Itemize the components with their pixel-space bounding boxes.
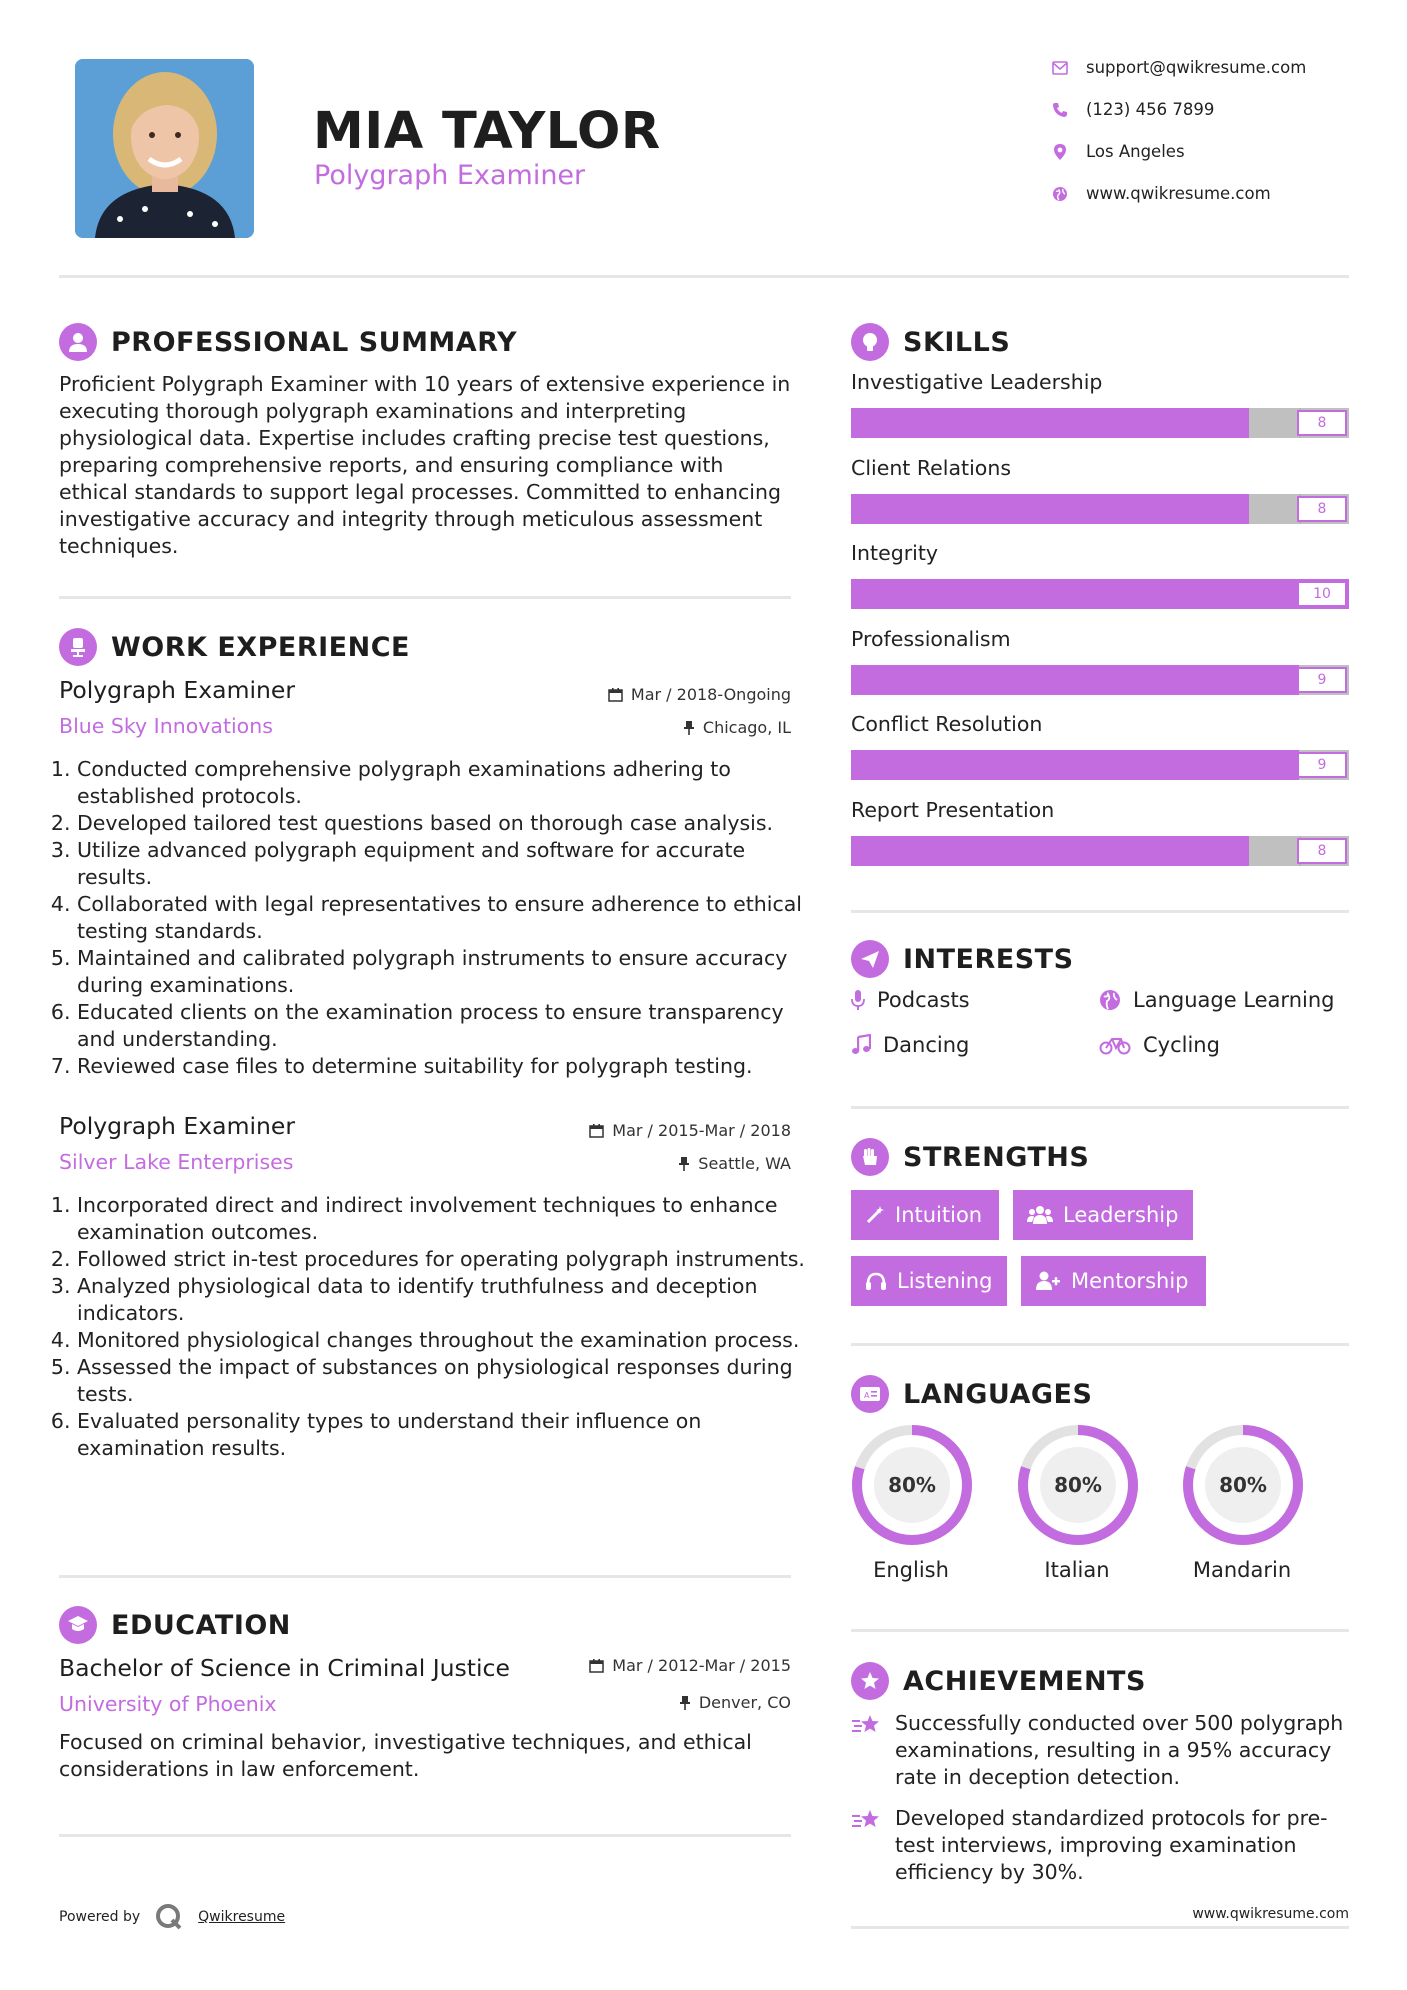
pushpin-icon (678, 1156, 690, 1172)
fist-icon (851, 1138, 889, 1176)
list-item: 2. Followed strict in-test procedures for operating polygraph instruments. (77, 1246, 809, 1273)
summary-divider (59, 596, 791, 599)
skill-score-badge: 9 (1297, 667, 1347, 693)
strengths-divider (851, 1343, 1349, 1346)
strength-listening (851, 1256, 1007, 1306)
candidate-title: Polygraph Examiner (314, 160, 586, 191)
achievements-heading: ACHIEVEMENTS (903, 1665, 1146, 1697)
education-location-text: Denver, CO (698, 1693, 791, 1712)
magic-wand-icon (865, 1205, 885, 1225)
candidate-name: MIA TAYLOR (313, 102, 661, 161)
language-name: English (873, 1558, 949, 1582)
interest-podcasts (851, 988, 970, 1012)
skill-bar-fill (851, 579, 1349, 609)
award-icon (851, 1662, 889, 1700)
skill-score-badge: 8 (1297, 496, 1347, 522)
interest-language-learning (1099, 988, 1334, 1012)
skill-bar-fill (851, 750, 1299, 780)
user-icon (59, 323, 97, 361)
users-icon (1027, 1205, 1053, 1225)
skill-name: Professionalism (851, 626, 1011, 651)
contact-location-text: Los Angeles (1086, 142, 1185, 161)
summary-text: Proficient Polygraph Examiner with 10 years of extensive experience in executing thorough polygraph examinations and interpreting physiological data. Expertise includes crafting precise test questions, preparing comprehensive reports, and ensuring compliance with ethical standards to support legal processes. Committed to enhancing investigative accuracy and integrity through meticulous assessment techniques. (59, 372, 791, 558)
language-percent-label: 80% (1219, 1473, 1267, 1497)
interest-label: Language Learning (1133, 988, 1335, 1012)
language-name: Mandarin (1192, 1558, 1292, 1582)
job-2-location-text: Seattle, WA (698, 1154, 791, 1173)
svg-text:A: A (864, 1391, 870, 1400)
contact-phone[interactable] (1052, 100, 1214, 119)
skill-score-badge: 8 (1297, 410, 1347, 436)
experience-heading: WORK EXPERIENCE (111, 631, 410, 663)
list-item: 5. Assessed the impact of substances on physiological responses during tests. (77, 1354, 809, 1408)
shooting-star-icon (851, 1712, 883, 1738)
interests-section-header (851, 940, 1074, 978)
education-heading: EDUCATION (111, 1609, 291, 1641)
list-item: 5. Maintained and calibrated polygraph instruments to ensure accuracy during examinations. (77, 945, 809, 999)
header-divider (59, 275, 1349, 278)
education-description: Focused on criminal behavior, investigative techniques, and ethical considerations in law enforcement. (59, 1730, 752, 1781)
job-2-responsibilities (59, 1192, 809, 1462)
skill-bar (851, 579, 1349, 609)
job-2-company: Silver Lake Enterprises (59, 1150, 294, 1174)
qwikresume-logo-icon (154, 1902, 184, 1932)
skill-name: Report Presentation (851, 798, 1055, 822)
education-dates (589, 1656, 791, 1675)
list-item: 2. Developed tailored test questions based on thorough case analysis. (77, 810, 809, 837)
skill-bar-fill (851, 408, 1249, 438)
strength-leadership (1013, 1190, 1193, 1240)
list-item: 3. Utilize advanced polygraph equipment and software for accurate results. (77, 837, 809, 891)
music-note-icon (851, 1034, 871, 1056)
language-percent-label: 80% (888, 1473, 936, 1497)
education-section-header (59, 1606, 291, 1644)
job-2-dates (589, 1121, 791, 1140)
interest-cycling (1099, 1033, 1220, 1057)
job-2-title: Polygraph Examiner (59, 1112, 295, 1140)
language-percent-label: 80% (1054, 1473, 1102, 1497)
job-2-location (678, 1154, 791, 1173)
skill-bar (851, 494, 1349, 524)
strengths-heading: STRENGTHS (903, 1141, 1090, 1173)
job-1-location (683, 718, 791, 737)
skill-name: Integrity (851, 541, 938, 566)
envelope-icon (1052, 61, 1068, 75)
job-1-responsibilities (59, 756, 809, 1080)
calendar-icon (589, 1123, 604, 1138)
language-card-icon (851, 1375, 889, 1413)
skill-score-badge: 10 (1297, 581, 1347, 607)
powered-by-text: Powered by (59, 1909, 141, 1925)
job-1-dates (608, 685, 791, 704)
language-ring (851, 1424, 973, 1546)
lightbulb-icon (851, 323, 889, 361)
calendar-icon (608, 687, 623, 702)
skills-divider (851, 910, 1349, 913)
list-item: 3. Analyzed physiological data to identify truthfulness and deception indicators. (77, 1273, 809, 1327)
skill-bar (851, 665, 1349, 695)
list-item: 6. Educated clients on the examination process to ensure transparency and understanding. (77, 999, 809, 1053)
achievements-section-header (851, 1662, 1146, 1700)
skill-score-badge: 9 (1297, 752, 1347, 778)
location-pin-icon (1052, 143, 1068, 161)
interests-heading: INTERESTS (903, 943, 1074, 975)
skill-bar (851, 836, 1349, 866)
skills-heading: SKILLS (903, 326, 1011, 358)
interest-label: Dancing (883, 1033, 970, 1057)
job-1-title: Polygraph Examiner (59, 676, 295, 704)
qwikresume-link[interactable]: Qwikresume (198, 1909, 286, 1925)
skill-bar-fill (851, 665, 1299, 695)
strengths-section-header (851, 1138, 1089, 1176)
job-1-dates-text: Mar / 2018-Ongoing (630, 685, 791, 704)
graduate-icon (59, 1606, 97, 1644)
job-2-dates-text: Mar / 2015-Mar / 2018 (612, 1121, 791, 1140)
education-divider (59, 1834, 791, 1837)
language-ring (1182, 1424, 1304, 1546)
paper-plane-icon (851, 940, 889, 978)
interests-divider (851, 1106, 1349, 1109)
contact-email-text: support@qwikresume.com (1086, 58, 1307, 77)
pushpin-icon (679, 1695, 691, 1711)
skill-bar-fill (851, 494, 1249, 524)
skills-section-header (851, 323, 1010, 361)
list-item: 6. Evaluated personality types to understand their influence on examination results. (77, 1408, 809, 1462)
interest-label: Podcasts (877, 988, 970, 1012)
achievement-text: Developed standardized protocols for pre-test interviews, improving examination efficiency by 30%. (895, 1806, 1328, 1884)
contact-website[interactable] (1052, 184, 1271, 203)
bicycle-icon (1099, 1035, 1131, 1055)
strength-mentorship (1021, 1256, 1206, 1306)
skill-bar (851, 408, 1349, 438)
achievement-item (851, 1805, 1349, 1886)
shooting-star-icon (851, 1807, 883, 1833)
skill-score-badge: 8 (1297, 838, 1347, 864)
strength-label: Intuition (895, 1203, 983, 1227)
education-location (679, 1693, 791, 1712)
skill-name: Investigative Leadership (851, 370, 1103, 394)
globe-icon (1099, 989, 1121, 1011)
calendar-icon (589, 1658, 604, 1673)
languages-heading: LANGUAGES (903, 1378, 1093, 1410)
achievement-text: Successfully conducted over 500 polygraph examinations, resulting in a 95% accuracy rate in deception detection. (895, 1711, 1344, 1789)
phone-icon (1052, 102, 1068, 118)
globe-icon (1052, 186, 1068, 202)
list-item: 1. Incorporated direct and indirect involvement techniques to enhance examination outcomes. (77, 1192, 809, 1246)
summary-section-header (59, 323, 517, 361)
strength-label: Listening (897, 1269, 993, 1293)
experience-section-header (59, 628, 410, 666)
footer-powered-by (59, 1902, 285, 1932)
user-plus-icon (1035, 1271, 1061, 1291)
job-1-company: Blue Sky Innovations (59, 714, 273, 738)
pushpin-icon (683, 720, 695, 736)
strength-label: Leadership (1063, 1203, 1179, 1227)
footer-divider (851, 1926, 1349, 1929)
education-school: University of Phoenix (59, 1692, 277, 1716)
contact-email[interactable] (1052, 58, 1306, 77)
strength-label: Mentorship (1071, 1269, 1189, 1293)
language-name: Italian (1044, 1558, 1110, 1582)
job-1-location-text: Chicago, IL (702, 718, 791, 737)
list-item: 4. Monitored physiological changes throughout the examination process. (77, 1327, 809, 1354)
languages-divider (851, 1629, 1349, 1632)
skill-name: Client Relations (851, 455, 1012, 480)
contact-phone-text: (123) 456 7899 (1086, 100, 1215, 119)
education-dates-text: Mar / 2012-Mar / 2015 (612, 1656, 791, 1675)
avatar (75, 59, 254, 238)
microphone-icon (851, 989, 865, 1011)
headphones-icon (865, 1271, 887, 1291)
language-ring (1017, 1424, 1139, 1546)
strength-intuition (851, 1190, 999, 1240)
interest-dancing (851, 1033, 969, 1057)
footer-website[interactable]: www.qwikresume.com (1192, 1906, 1349, 1922)
contact-location (1052, 142, 1185, 161)
list-item: 7. Reviewed case files to determine suitability for polygraph testing. (77, 1053, 809, 1080)
skill-bar (851, 750, 1349, 780)
education-degree: Bachelor of Science in Criminal Justice (59, 1654, 510, 1682)
summary-heading: PROFESSIONAL SUMMARY (111, 326, 518, 358)
languages-section-header (851, 1375, 1092, 1413)
skill-name: Conflict Resolution (851, 712, 1043, 737)
list-item: 1. Conducted comprehensive polygraph examinations adhering to established protocols. (77, 756, 809, 810)
interest-label: Cycling (1143, 1033, 1220, 1057)
profile-photo (75, 59, 254, 238)
achievement-item (851, 1710, 1349, 1791)
skill-bar-fill (851, 836, 1249, 866)
experience-divider (59, 1575, 791, 1578)
list-item: 4. Collaborated with legal representatives to ensure adherence to ethical testing standards. (77, 891, 809, 945)
briefcase-chair-icon (59, 628, 97, 666)
contact-website-text: www.qwikresume.com (1086, 184, 1271, 203)
